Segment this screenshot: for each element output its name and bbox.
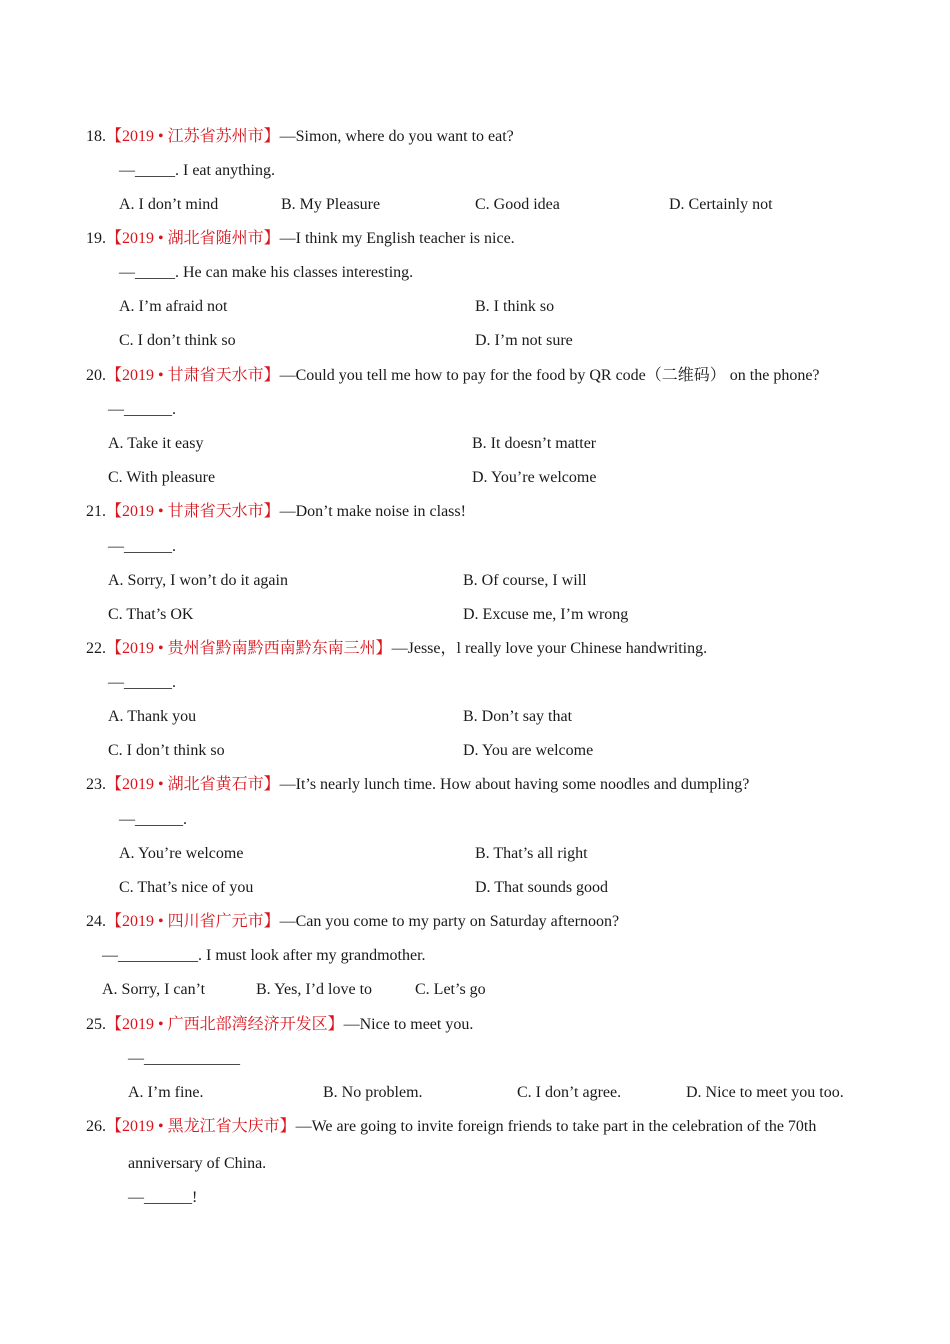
question-stem: —It’s nearly lunch time. How about having some noodles and dumpling? bbox=[279, 776, 750, 793]
question-number: 25. bbox=[86, 1016, 106, 1033]
question-23 bbox=[86, 775, 749, 795]
option-c: C. That’s nice of you bbox=[119, 879, 254, 896]
option-b: B. My Pleasure bbox=[281, 196, 381, 213]
question-number: 19. bbox=[86, 230, 106, 247]
option-a: A. Sorry, I won’t do it again bbox=[108, 572, 288, 589]
question-reply: —______. bbox=[119, 811, 187, 828]
option-a: A. I don’t mind bbox=[119, 196, 219, 213]
option-c: C. That’s OK bbox=[108, 606, 194, 623]
option-b: B. I think so bbox=[475, 298, 555, 315]
option-b: B. No problem. bbox=[323, 1084, 423, 1101]
option-d: D. Excuse me, I’m wrong bbox=[463, 606, 629, 623]
option-a: A. Sorry, I can’t bbox=[102, 981, 206, 998]
question-stem: —We are going to invite foreign friends to take part in the celebration of the 70th bbox=[295, 1118, 817, 1135]
question-21 bbox=[86, 502, 466, 522]
question-stem: —Could you tell me how to pay for the food by QR code（二维码） on the phone? bbox=[279, 367, 820, 384]
question-number: 23. bbox=[86, 776, 106, 793]
option-c: C. With pleasure bbox=[108, 469, 216, 486]
question-reply: —______! bbox=[128, 1189, 198, 1206]
option-a: A. You’re welcome bbox=[119, 845, 244, 862]
question-stem: —Simon, where do you want to eat? bbox=[279, 128, 514, 145]
question-24 bbox=[86, 912, 619, 932]
option-d: D. Certainly not bbox=[669, 196, 773, 213]
source-tag: 【2019 • 甘肃省天水市】 bbox=[106, 503, 280, 520]
question-reply: —_____. I eat anything. bbox=[119, 162, 275, 179]
option-b: B. It doesn’t matter bbox=[472, 435, 597, 452]
question-number: 24. bbox=[86, 913, 106, 930]
question-number: 18. bbox=[86, 128, 106, 145]
question-reply: —______. bbox=[108, 674, 176, 691]
option-c: C. Let’s go bbox=[415, 981, 486, 998]
option-b: B. Of course, I will bbox=[463, 572, 587, 589]
source-tag: 【2019 • 湖北省随州市】 bbox=[106, 230, 280, 247]
question-number: 26. bbox=[86, 1118, 106, 1135]
question-20 bbox=[86, 366, 820, 386]
question-number: 20. bbox=[86, 367, 106, 384]
question-stem: —I think my English teacher is nice. bbox=[279, 230, 515, 247]
question-stem: —Don’t make noise in class! bbox=[279, 503, 466, 520]
question-number: 22. bbox=[86, 640, 106, 657]
option-a: A. I’m afraid not bbox=[119, 298, 228, 315]
option-c: C. I don’t think so bbox=[119, 332, 236, 349]
question-number: 21. bbox=[86, 503, 106, 520]
question-19 bbox=[86, 229, 515, 249]
option-c: C. Good idea bbox=[475, 196, 560, 213]
question-stem: —Can you come to my party on Saturday afternoon? bbox=[279, 913, 620, 930]
question-26 bbox=[86, 1117, 816, 1137]
source-tag: 【2019 • 黑龙江省大庆市】 bbox=[106, 1118, 296, 1135]
source-tag: 【2019 • 湖北省黄石市】 bbox=[106, 776, 280, 793]
question-reply: —______. bbox=[108, 538, 176, 555]
question-25 bbox=[86, 1015, 473, 1035]
question-stem: —Nice to meet you. bbox=[343, 1016, 474, 1033]
question-reply: —_____. He can make his classes interesting. bbox=[119, 264, 414, 281]
question-stem-continued: anniversary of China. bbox=[128, 1155, 267, 1172]
source-tag: 【2019 • 江苏省苏州市】 bbox=[106, 128, 280, 145]
question-reply: —____________ bbox=[128, 1050, 240, 1067]
option-d: D. I’m not sure bbox=[475, 332, 573, 349]
option-a: A. Take it easy bbox=[108, 435, 204, 452]
option-c: C. I don’t agree. bbox=[517, 1084, 622, 1101]
question-stem: —Jesse，l really love your Chinese handwriting. bbox=[391, 640, 708, 657]
option-b: B. Yes, I’d love to bbox=[256, 981, 373, 998]
source-tag: 【2019 • 四川省广元市】 bbox=[106, 913, 280, 930]
question-18 bbox=[86, 127, 514, 147]
source-tag: 【2019 • 甘肃省天水市】 bbox=[106, 367, 280, 384]
option-d: D. That sounds good bbox=[475, 879, 609, 896]
option-d: D. You are welcome bbox=[463, 742, 594, 759]
option-a: A. Thank you bbox=[108, 708, 197, 725]
question-reply: —__________. I must look after my grandmother. bbox=[102, 947, 426, 964]
option-d: D. Nice to meet you too. bbox=[686, 1084, 844, 1101]
question-22 bbox=[86, 639, 707, 659]
option-b: B. Don’t say that bbox=[463, 708, 573, 725]
option-b: B. That’s all right bbox=[475, 845, 588, 862]
option-d: D. You’re welcome bbox=[472, 469, 597, 486]
question-reply: —______. bbox=[108, 401, 176, 418]
option-a: A. I’m fine. bbox=[128, 1084, 204, 1101]
option-c: C. I don’t think so bbox=[108, 742, 225, 759]
source-tag: 【2019 • 贵州省黔南黔西南黔东南三州】 bbox=[106, 640, 392, 657]
source-tag: 【2019 • 广西北部湾经济开发区】 bbox=[106, 1016, 344, 1033]
